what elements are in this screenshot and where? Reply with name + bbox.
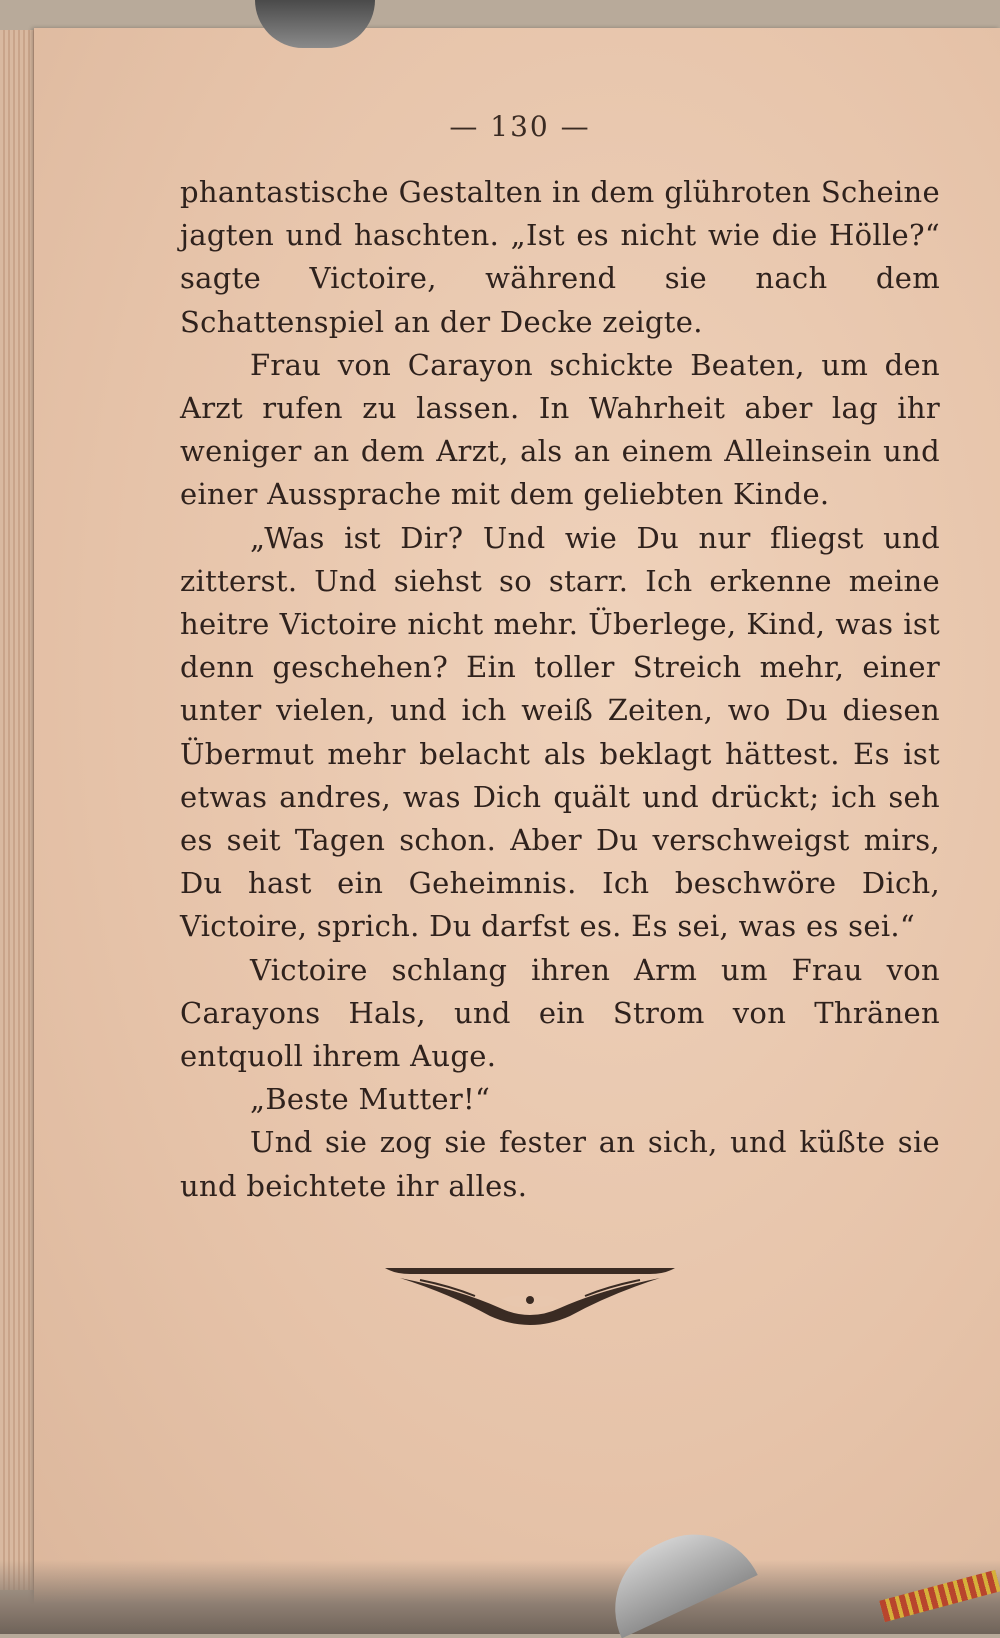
- book-bottom-shadow: [0, 1560, 1000, 1634]
- paragraph: Victoire schlang ihren Arm um Frau von Carayons Hals, und ein Strom von Thränen entquoll ihrem Auge.: [180, 952, 940, 1074]
- paragraph: Frau von Carayon schickte Beaten, um den Arzt rufen zu lassen. In Wahrheit aber lag ihr weniger an dem Arzt, als an einem Alleinsein und einer Aussprache mit dem geliebten Kinde.: [180, 347, 940, 512]
- paragraph: Und sie zog sie fester an sich, und küßte sie und beichtete ihr alles.: [180, 1125, 940, 1203]
- paragraph: phantastische Gestalten in dem glühroten Scheine jagten und haschten. „Ist es nicht wie die Hölle?“ sagte Victoire, während sie nach dem Schattenspiel an der Decke zeigte.: [180, 175, 940, 339]
- page-number: — 130 —: [449, 110, 591, 143]
- vignette-ornament-icon: [380, 1260, 680, 1330]
- paragraph: „Beste Mutter!“: [250, 1082, 491, 1117]
- paragraph: „Was ist Dir? Und wie Du nur fliegst und zitterst. Und siehst so starr. Ich erkenne meine heitre Victoire nicht mehr. Überlege, Kind, was ist denn geschehen? Ein toller Streich mehr, einer unter vielen, und ich weiß Zeiten, wo Du diesen Übermut mehr belacht als beklagt hättest. Es ist etwas andres, was Dich quält und drückt; ich seh es seit Tagen schon. Aber Du verschweigst mirs, Du hast ein Geheimnis. Ich beschwöre Dich, Victoire, sprich. Du darfst es. Es sei, was es sei.“: [180, 520, 940, 944]
- page-content: [180, 110, 940, 1208]
